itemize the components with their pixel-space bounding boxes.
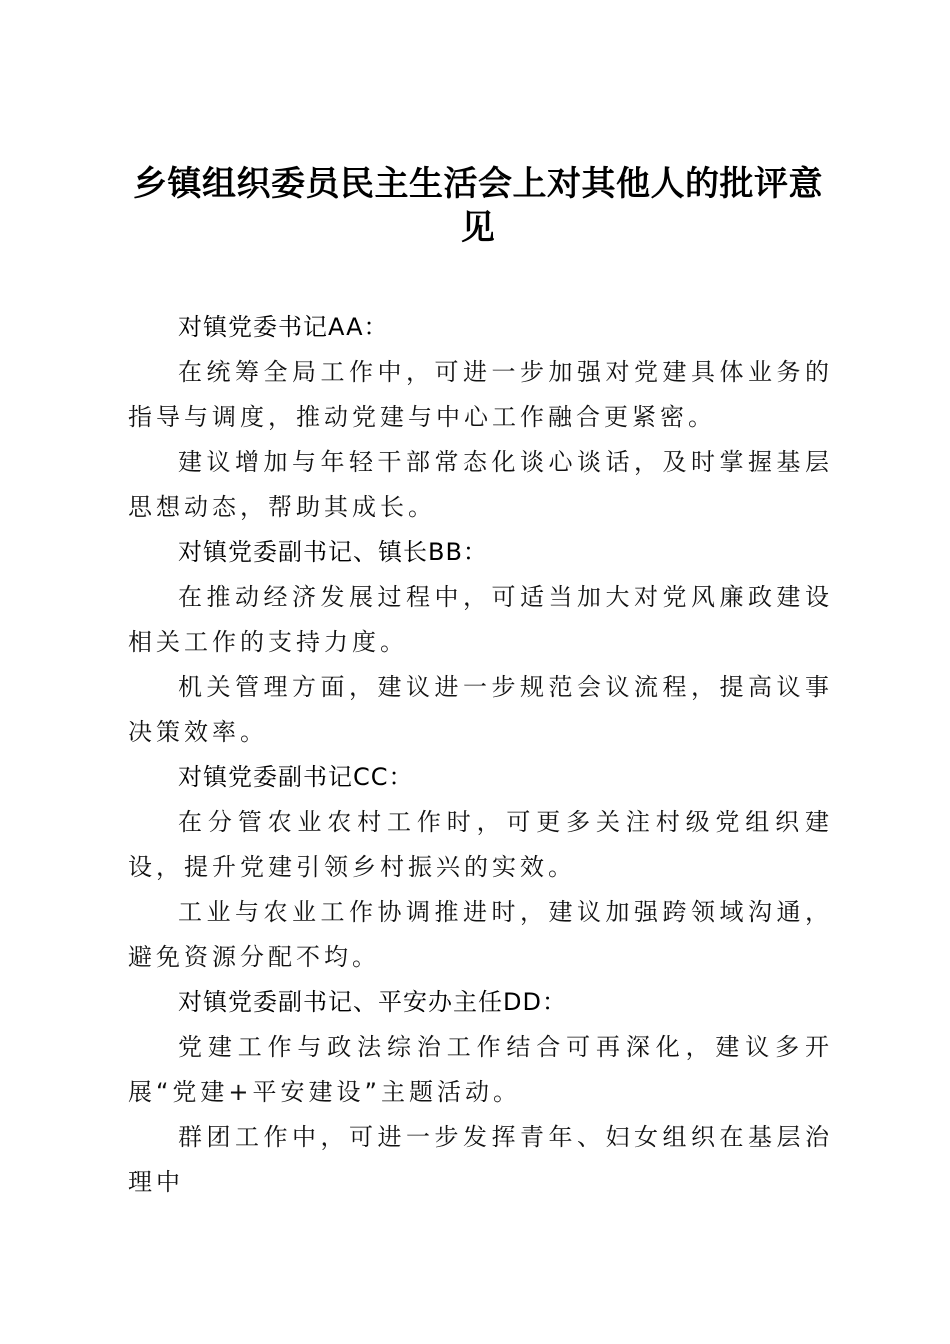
paragraph: 工业与农业工作协调推进时，建议加强跨领域沟通，避免资源分配不均。 xyxy=(128,898,833,971)
document-title: 乡镇组织委员民主生活会上对其他人的批评意见 xyxy=(133,164,823,248)
paragraph: 建议增加与年轻干部常态化谈心谈话，及时掌握基层思想动态，帮助其成长。 xyxy=(128,448,833,521)
section-bb xyxy=(128,530,833,755)
section-aa xyxy=(128,305,833,530)
paragraph: 机关管理方面，建议进一步规范会议流程，提高议事决策效率。 xyxy=(128,673,833,746)
section-cc xyxy=(128,755,833,980)
paragraph: 党建工作与政法综治工作结合可再深化，建议多开展“党建+平安建设”主题活动。 xyxy=(128,1033,833,1106)
section-heading: 对镇党委书记AA： xyxy=(178,313,389,341)
section-heading: 对镇党委副书记、平安办主任DD： xyxy=(178,988,567,1016)
paragraph: 在分管农业农村工作时，可更多关注村级党组织建设，提升党建引领乡村振兴的实效。 xyxy=(128,808,833,881)
document-body xyxy=(128,305,833,1205)
paragraph: 在统筹全局工作中，可进一步加强对党建具体业务的指导与调度，推动党建与中心工作融合更紧密。 xyxy=(128,358,833,431)
paragraph: 群团工作中，可进一步发挥青年、妇女组织在基层治理中 xyxy=(128,1123,833,1196)
section-heading: 对镇党委副书记CC： xyxy=(178,763,414,791)
section-heading: 对镇党委副书记、镇长BB： xyxy=(178,538,488,566)
section-dd xyxy=(128,980,833,1205)
paragraph: 在推动经济发展过程中，可适当加大对党风廉政建设相关工作的支持力度。 xyxy=(128,583,833,656)
